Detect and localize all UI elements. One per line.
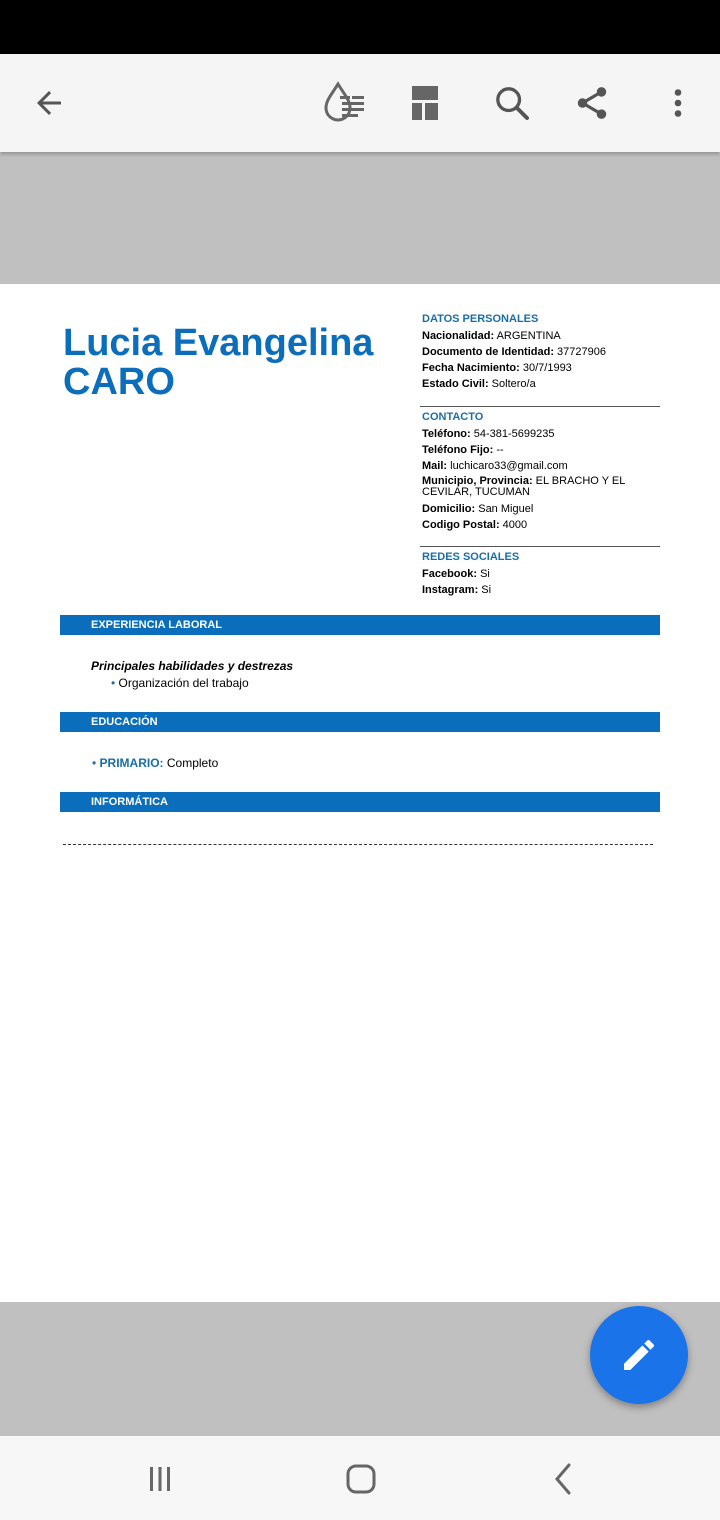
skills-subheading: Principales habilidades y destrezas <box>91 659 294 673</box>
info-row: Documento de Identidad: 37727906 <box>422 346 606 358</box>
share-icon[interactable] <box>567 78 617 128</box>
resume-page <box>0 284 720 1302</box>
section-bar-informatica: INFORMÁTICA <box>60 792 660 812</box>
dashed-separator <box>63 844 653 845</box>
more-vert-icon[interactable] <box>653 78 703 128</box>
info-row: Codigo Postal: 4000 <box>422 519 528 531</box>
bullet: • <box>111 676 116 690</box>
bullet: • <box>92 756 97 770</box>
divider <box>420 406 660 407</box>
info-row: Mail: luchicaro33@gmail.com <box>422 460 568 472</box>
section-title: CONTACTO <box>422 411 484 423</box>
info-row: Domicilio: San Miguel <box>422 503 534 515</box>
info-row: Instagram: Si <box>422 584 492 596</box>
list-item: • Organización del trabajo <box>111 676 249 690</box>
document-viewer[interactable] <box>0 152 720 1436</box>
home-icon[interactable] <box>331 1454 391 1504</box>
edit-fab-button[interactable] <box>590 1306 688 1404</box>
section-title: REDES SOCIALES <box>422 551 520 563</box>
back-arrow-icon[interactable] <box>24 78 74 128</box>
info-row: Teléfono: 54-381-5699235 <box>422 428 555 440</box>
section-bar-experiencia: EXPERIENCIA LABORAL <box>60 615 660 635</box>
info-row: Facebook: Si <box>422 568 490 580</box>
recent-apps-icon[interactable] <box>130 1454 190 1504</box>
section-title: DATOS PERSONALES <box>422 313 539 325</box>
info-row: Fecha Nacimiento: 30/7/1993 <box>422 362 572 374</box>
list-item: • PRIMARIO: Completo <box>92 756 219 770</box>
edit-pencil-icon <box>619 1335 659 1375</box>
divider <box>420 546 660 547</box>
section-bar-educacion: EDUCACIÓN <box>60 712 660 732</box>
viewer-toolbar <box>0 54 720 152</box>
datos-personales-section <box>422 312 660 392</box>
back-icon[interactable] <box>534 1454 594 1504</box>
search-icon[interactable] <box>487 78 537 128</box>
first-name: Lucia Evangelina <box>63 322 374 364</box>
info-row: Estado Civil: Soltero/a <box>422 378 536 390</box>
system-nav-bar <box>0 1436 720 1520</box>
text-reflow-icon[interactable] <box>318 78 368 128</box>
info-row: Nacionalidad: ARGENTINA <box>422 330 561 342</box>
status-bar <box>0 0 720 54</box>
last-name: CARO <box>63 361 175 403</box>
contacto-section <box>422 410 660 533</box>
resume-name <box>63 324 403 402</box>
redes-sociales-section <box>422 550 660 598</box>
info-row: Municipio, Provincia: EL BRACHO Y EL CEVILAR, TUCUMAN <box>422 475 625 498</box>
bookmark-layout-icon[interactable] <box>401 78 451 128</box>
info-row: Teléfono Fijo: -- <box>422 444 504 456</box>
